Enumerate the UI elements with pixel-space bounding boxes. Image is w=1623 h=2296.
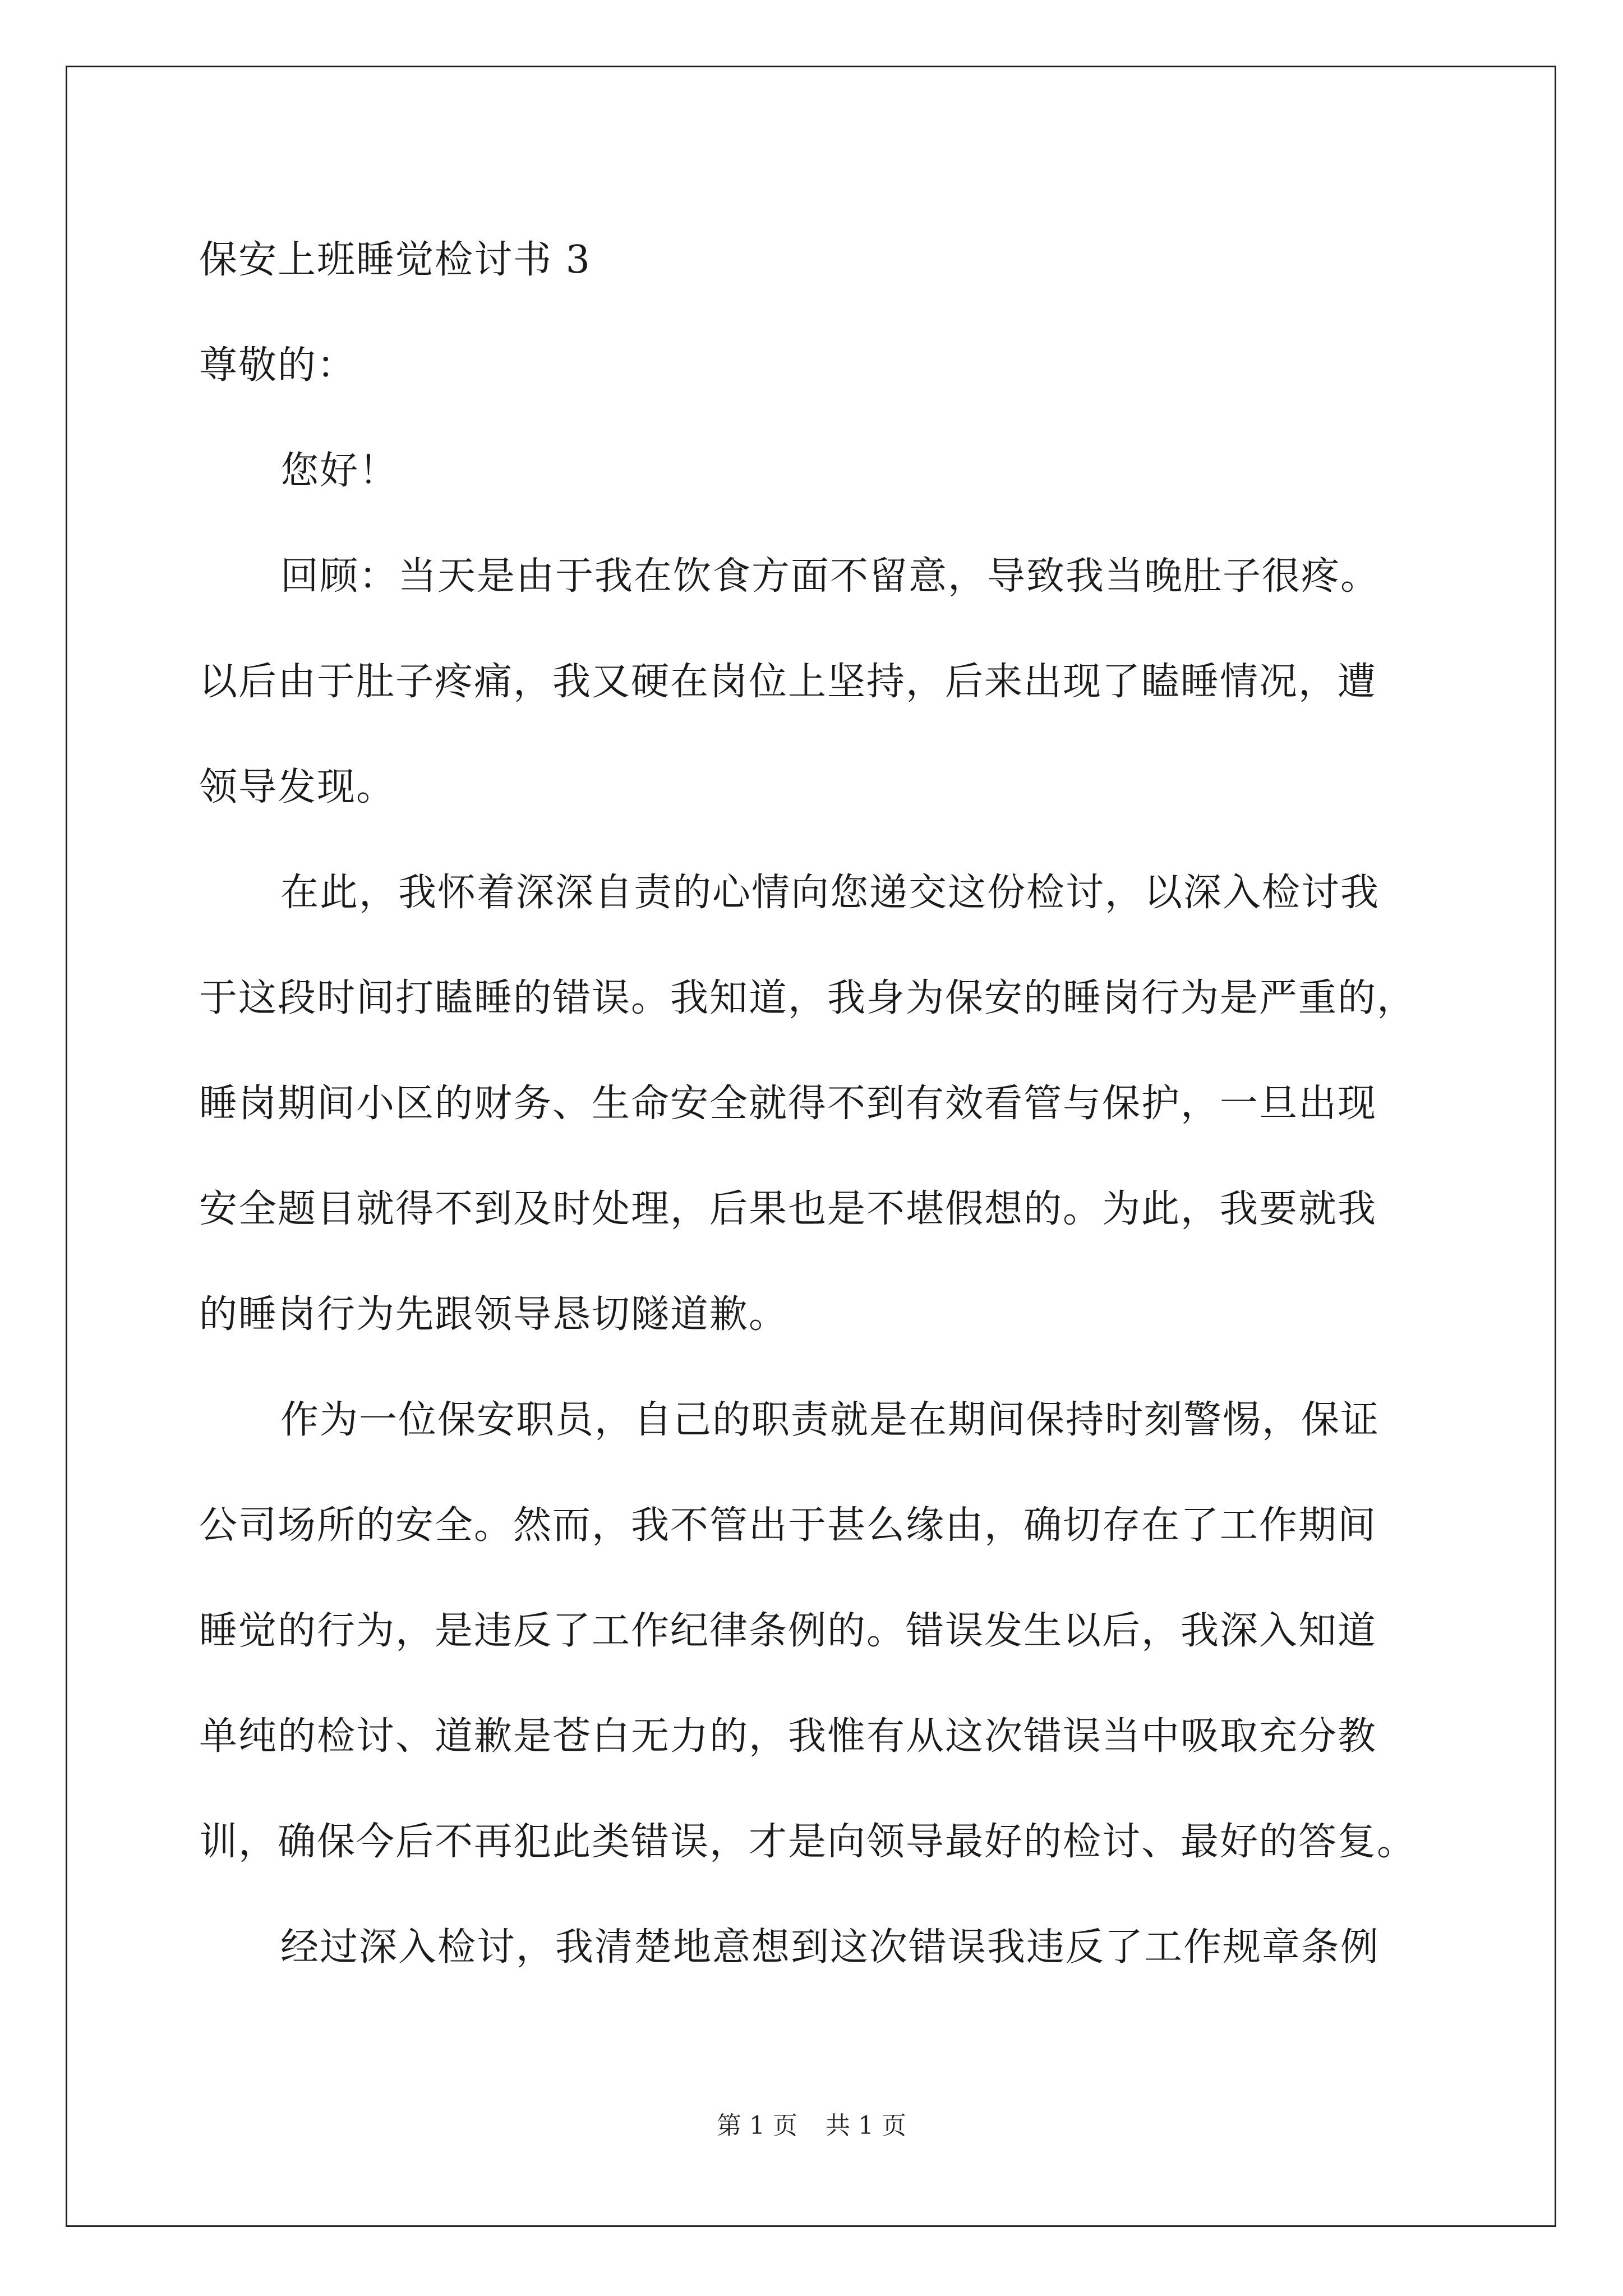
body-line: 经过深入检讨，我清楚地意想到这次错误我违反了工作规章条例 — [280, 1925, 1380, 1970]
body-line: 训，确保今后不再犯此类错误，才是向领导最好的检讨、最好的答复。 — [199, 1820, 1417, 1864]
body-line: 睡岗期间小区的财务、生命安全就得不到有效看管与保护，一旦出现 — [199, 1082, 1377, 1126]
body-line: 回顾：当天是由于我在饮食方面不留意，导致我当晚肚子很疼。 — [280, 554, 1380, 599]
page-number-current: 第 1 页 — [717, 2111, 797, 2140]
body-line: 单纯的检讨、道歉是苍白无力的，我惟有从这次错误当中吸取充分教 — [199, 1714, 1377, 1759]
greeting: 您好！ — [280, 449, 399, 493]
body-line: 以后由于肚子疼痛，我又硬在岗位上坚持，后来出现了瞌睡情况，遭 — [199, 660, 1377, 704]
page-footer — [0, 2109, 1623, 2143]
page-number-total: 共 1 页 — [826, 2111, 906, 2140]
body-line: 领导发现。 — [199, 765, 396, 809]
body-line: 安全题目就得不到及时处理，后果也是不堪假想的。为此，我要就我 — [199, 1187, 1377, 1231]
body-line: 于这段时间打瞌睡的错误。我知道，我身为保安的睡岗行为是严重的， — [199, 976, 1417, 1020]
body-line: 作为一位保安职员，自己的职责就是在期间保持时刻警惕，保证 — [280, 1398, 1380, 1442]
document-title: 保安上班睡觉检讨书 3 — [199, 238, 591, 282]
document-body — [199, 208, 1433, 2000]
body-line: 公司场所的安全。然而，我不管出于甚么缘由，确切存在了工作期间 — [199, 1503, 1377, 1548]
body-line: 的睡岗行为先跟领导恳切隧道歉。 — [199, 1292, 789, 1337]
body-line: 在此，我怀着深深自责的心情向您递交这份检讨，以深入检讨我 — [280, 871, 1380, 915]
salutation: 尊敬的： — [199, 343, 357, 388]
body-line: 睡觉的行为，是违反了工作纪律条例的。错误发生以后，我深入知道 — [199, 1609, 1377, 1653]
